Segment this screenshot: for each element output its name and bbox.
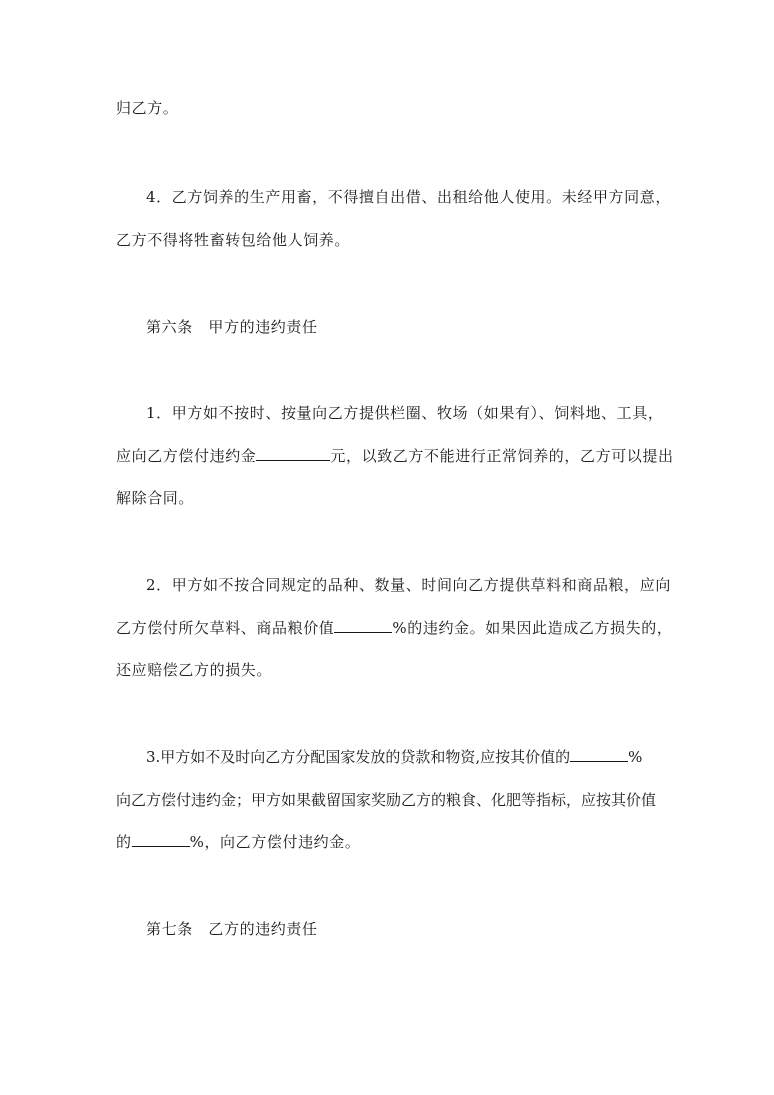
a6-item-3-line-1-post: % (628, 748, 643, 766)
a6-item-1-line-2-pre: 应向乙方偿付违约金 (116, 447, 257, 465)
a6-item-2-line-1: 2．甲方如不按合同规定的品种、数量、时间向乙方提供草料和商品粮，应向 (146, 576, 671, 594)
a6-item-3-line-3-post: %，向乙方偿付违约金。 (189, 833, 361, 851)
article-7-heading: 第七条 乙方的违约责任 (146, 920, 318, 938)
a6-item-2-line-3: 还应赔偿乙方的损失。 (116, 661, 273, 679)
blank-field (256, 446, 330, 461)
a6-item-1-line-2-post: 元，以致乙方不能进行正常饲养的，乙方可以提出 (330, 447, 674, 465)
a6-item-1-line-1: 1．甲方如不按时、按量向乙方提供栏圈、牧场（如果有）、饲料地、工具， (146, 404, 664, 422)
blank-field (570, 747, 628, 762)
item-4-line-1: 4．乙方饲养的生产用畜，不得擅自出借、出租给他人使用。未经甲方同意， (146, 188, 671, 206)
text-line: 归乙方。 (116, 99, 179, 117)
a6-item-3-line-3 (116, 832, 661, 852)
blank-field (334, 618, 392, 633)
article-6-heading: 第六条 甲方的违约责任 (146, 318, 318, 336)
blank-field (132, 832, 190, 847)
a6-item-2-line-2-pre: 乙方偿付所欠草料、商品粮价值 (116, 619, 335, 637)
a6-item-3-line-2: 向乙方偿付违约金；甲方如果截留国家奖励乙方的粮食、化肥等指标，应按其价值 (116, 791, 657, 809)
a6-item-3-line-1-pre: 3.甲方如不及时向乙方分配国家发放的贷款和物资,应按其价值的 (146, 748, 571, 766)
a6-item-1-line-2 (116, 446, 674, 466)
item-4-line-2: 乙方不得将牲畜转包给他人饲养。 (116, 231, 351, 249)
a6-item-1-line-3: 解除合同。 (116, 489, 195, 507)
a6-item-2-line-2 (116, 618, 673, 638)
a6-item-2-line-2-post: %的违约金。如果因此造成乙方损失的， (392, 619, 673, 637)
a6-item-3-line-1 (146, 747, 691, 767)
a6-item-3-line-3-pre: 的 (116, 833, 132, 851)
